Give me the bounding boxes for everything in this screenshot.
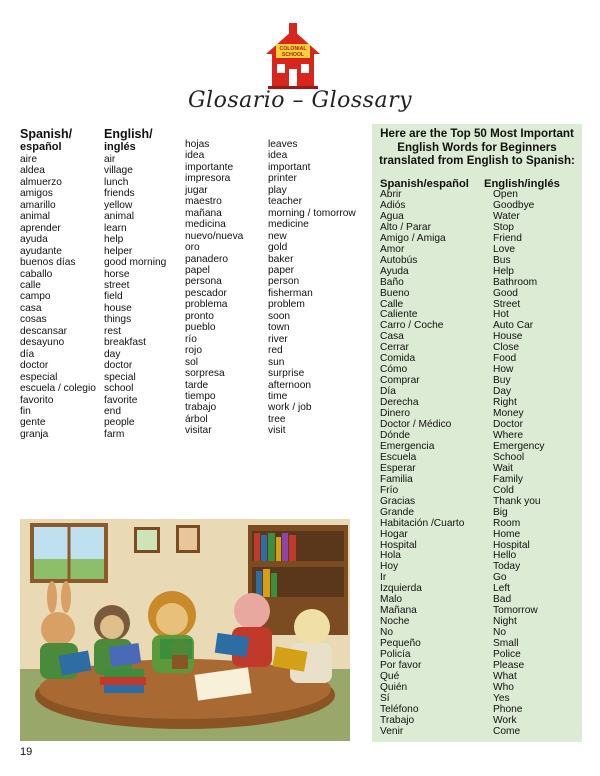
top50-spanish-word: Amigo / Amiga (380, 232, 446, 244)
glossary-spanish-word: descansar (20, 325, 68, 337)
glossary-english-word: medicine (268, 219, 309, 231)
top50-spanish-word: Hoy (380, 561, 399, 573)
glossary-english-word: town (268, 322, 290, 334)
glossary-spanish-word: gente (20, 417, 46, 429)
glossary-english-word: tree (268, 413, 286, 425)
top50-title-line: English Words for Beginners (397, 140, 557, 154)
top50-english-word: Thank you (493, 495, 541, 507)
glossary-english-word: street (104, 279, 130, 291)
top50-english-word: Police (493, 649, 521, 661)
glossary-spanish-word: granja (20, 428, 49, 440)
top50-english-word: How (493, 364, 514, 376)
top50-spanish-word: Cómo (380, 364, 408, 376)
top50-english-word: No (493, 627, 507, 639)
glossary-english-word: time (268, 390, 288, 402)
glossary-english-word: yellow (104, 199, 133, 211)
top50-english-word: Come (493, 725, 521, 737)
page-number: 19 (20, 746, 33, 758)
top50-english-word: Home (493, 528, 521, 540)
glossary-english-word: lunch (104, 176, 129, 188)
english-header-sub: inglés (104, 141, 136, 153)
glossary-english-word: gold (268, 242, 288, 254)
top50-spanish-word: No (380, 627, 394, 639)
glossary-english-word: paper (268, 264, 295, 276)
top50-spanish-word: Bueno (380, 287, 410, 299)
glossary-english-word: breakfast (104, 337, 146, 349)
top50-spanish-header: Spanish/español (380, 178, 469, 190)
glossary-english-word: teacher (268, 196, 302, 208)
top50-english-word: Tomorrow (493, 605, 538, 617)
glossary-english-word: new (268, 230, 287, 242)
top50-spanish-word: Ir (380, 572, 387, 584)
top50-english-word: Auto Car (493, 320, 534, 332)
glossary-english-word: end (104, 405, 121, 417)
glossary-english-word: house (104, 302, 132, 314)
top50-spanish-word: Sí (380, 692, 390, 704)
glossary-english-word: school (104, 383, 134, 395)
glossary-english-word: afternoon (268, 379, 312, 391)
top50-english-word: Work (493, 714, 517, 726)
glossary-spanish-word: cosas (20, 314, 47, 326)
glossary-english-word: people (104, 417, 135, 429)
glossary-english-word: favorite (104, 394, 138, 406)
top50-english-word: Wait (493, 462, 513, 474)
glossary-spanish-word: almuerzo (20, 176, 62, 188)
top50-english-word: Where (493, 429, 524, 441)
top50-english-word: Bathroom (493, 276, 538, 288)
glossary-spanish-word: campo (20, 291, 51, 303)
top50-spanish-word: Día (380, 386, 396, 398)
top50-spanish-word: Escuela (380, 451, 417, 463)
top50-english-word: Hot (493, 309, 509, 321)
top50-spanish-word: Familia (380, 473, 413, 485)
glossary-english-word: sun (268, 356, 285, 368)
top50-english-word: Hospital (493, 539, 530, 551)
top50-english-header: English/inglés (484, 178, 560, 190)
top50-spanish-word: Casa (380, 331, 404, 343)
glossary-spanish-word: tiempo (185, 390, 216, 402)
glossary-spanish-word: sol (185, 356, 199, 368)
top50-spanish-word: Baño (380, 276, 404, 288)
top50-spanish-word: Esperar (380, 462, 416, 474)
top50-spanish-word: Abrir (380, 189, 402, 200)
top50-spanish-word: Caliente (380, 309, 418, 321)
top50-spanish-word: Amor (380, 243, 405, 255)
page-title: Glosario – Glossary (187, 88, 413, 113)
glossary-spanish-word: rojo (185, 345, 202, 357)
glossary-english-word: morning / tomorrow (268, 207, 356, 219)
glossary-spanish-word: importante (185, 161, 234, 173)
glossary-spanish-word: visitar (185, 425, 212, 437)
glossary-spanish-word: amarillo (20, 199, 56, 211)
logo-text-line2: SCHOOL (281, 52, 305, 58)
top50-spanish-word: Qué (380, 670, 400, 682)
glossary-english-word: red (268, 345, 283, 357)
glossary-spanish-word: casa (20, 302, 42, 314)
glossary-spanish-word: animal (20, 211, 51, 223)
spanish-header-sub: español (20, 141, 62, 153)
top50-english-word: Open (493, 189, 518, 200)
glossary-spanish-column-1 (20, 128, 96, 440)
top50-spanish-word: Adiós (380, 199, 406, 211)
top50-spanish-word: Carro / Coche (380, 320, 444, 332)
glossary-spanish-word: panadero (185, 253, 229, 265)
top50-spanish-word: Comida (380, 353, 416, 365)
top50-english-column (493, 190, 545, 738)
glossary-english-word: visit (268, 425, 286, 437)
top50-english-word: Room (493, 517, 521, 529)
glossary-english-word: village (104, 165, 133, 177)
glossary-spanish-word: amigos (20, 188, 53, 200)
glossary-spanish-word: calle (20, 279, 41, 291)
glossary-english-word: farm (104, 428, 125, 440)
top50-english-word: Big (493, 506, 508, 518)
top50-english-word: Bad (493, 594, 512, 606)
top50-spanish-word: Teléfono (380, 703, 419, 715)
top50-english-word: Phone (493, 703, 523, 715)
top50-spanish-word: Autobús (380, 254, 418, 266)
top50-spanish-word: Grande (380, 506, 414, 518)
glossary-spanish-word: río (185, 333, 197, 345)
glossary-spanish-word: caballo (20, 268, 53, 280)
glossary-spanish-word: día (20, 348, 35, 360)
top50-spanish-word: Comprar (380, 375, 420, 387)
top50-english-word: Good (493, 287, 518, 299)
top50-english-word: Who (493, 681, 514, 693)
glossary-english-word: important (268, 161, 311, 173)
top50-english-word: Water (493, 210, 520, 222)
top50-spanish-word: Habitación /Cuarto (380, 517, 465, 529)
schoolhouse-icon (262, 20, 324, 90)
top50-spanish-word: Hospital (380, 539, 417, 551)
top50-english-word: Money (493, 408, 524, 420)
top50-spanish-word: Hola (380, 550, 401, 562)
top50-english-word: Small (493, 638, 519, 650)
glossary-english-word: printer (268, 173, 297, 185)
top50-english-word: Help (493, 265, 514, 277)
glossary-english-word: surprise (268, 368, 305, 380)
top50-english-word: School (493, 451, 525, 463)
top50-english-word: Emergency (493, 440, 545, 452)
top50-title-line: translated from English to Spanish: (379, 154, 575, 168)
top50-english-word: What (493, 670, 517, 682)
top50-spanish-word: Mañana (380, 605, 417, 617)
top50-spanish-word: Cerrar (380, 342, 409, 354)
top50-english-word: Street (493, 298, 521, 310)
top50-spanish-word: Calle (380, 298, 404, 310)
glossary-spanish-word: pescador (185, 287, 227, 299)
top50-title-line: Here are the Top 50 Most Important (380, 127, 574, 140)
top50-english-word: Love (493, 243, 516, 255)
glossary-english-word: special (104, 371, 136, 383)
glossary-spanish-word: papel (185, 264, 210, 276)
glossary-english-word: fisherman (268, 287, 313, 299)
school-logo (262, 20, 324, 90)
glossary-spanish-word: árbol (185, 413, 208, 425)
top50-english-word: Today (493, 561, 521, 573)
glossary-english-word: horse (104, 268, 130, 280)
top50-spanish-word: Por favor (380, 659, 422, 671)
top50-english-word: House (493, 331, 523, 343)
glossary-english-word: things (104, 314, 132, 326)
glossary-english-word: good morning (104, 257, 167, 269)
top50-spanish-word: Noche (380, 616, 410, 628)
top50-spanish-word: Frío (380, 484, 399, 496)
top50-english-word: Buy (493, 375, 511, 387)
top50-spanish-word: Hogar (380, 528, 408, 540)
top50-english-word: Left (493, 583, 510, 595)
glossary-english-word: doctor (104, 360, 133, 372)
glossary-spanish-word: oro (185, 242, 200, 254)
top50-spanish-word: Malo (380, 594, 403, 606)
english-header: English/ (104, 127, 153, 141)
glossary-spanish-word: pronto (185, 310, 214, 322)
top50-english-word: Yes (493, 692, 510, 704)
top50-spanish-word: Agua (380, 210, 404, 222)
glossary-spanish-word: doctor (20, 360, 49, 372)
glossary-spanish-word: pueblo (185, 322, 216, 334)
top50-spanish-word: Alto / Parar (380, 221, 431, 233)
glossary-english-word: play (268, 184, 287, 196)
top50-spanish-word: Emergencia (380, 440, 435, 452)
glossary-english-word: help (104, 234, 124, 246)
glossary-spanish-word: desayuno (20, 337, 65, 349)
glossary-english-word: animal (104, 211, 135, 223)
top50-english-word: Food (493, 353, 517, 365)
top50-english-word: Go (493, 572, 507, 584)
glossary-spanish-word: impresora (185, 173, 231, 185)
glossary-english-word: learn (104, 222, 127, 234)
glossary-spanish-word: maestro (185, 196, 222, 208)
glossary-spanish-word: nuevo/nueva (185, 230, 244, 242)
top50-english-word: Cold (493, 484, 514, 496)
glossary-english-word: baker (268, 253, 294, 265)
top50-spanish-word: Dónde (380, 429, 411, 441)
glossary-spanish-word: problema (185, 299, 228, 311)
top50-spanish-word: Policía (380, 649, 411, 661)
top50-spanish-word: Gracias (380, 495, 416, 507)
logo-text-line1: COLONIAL (279, 46, 307, 52)
glossary-spanish-word: favorito (20, 394, 54, 406)
top50-english-word: Bus (493, 254, 511, 266)
glossary-spanish-word: aire (20, 154, 37, 165)
glossary-spanish-word: idea (185, 150, 205, 162)
glossary-spanish-word: hojas (185, 139, 210, 150)
glossary-spanish-word: medicina (185, 219, 226, 231)
glossary-english-column-2 (268, 139, 356, 437)
glossary-spanish-word: sorpresa (185, 368, 225, 380)
glossary-english-word: day (104, 348, 121, 360)
glossary-english-word: friends (104, 188, 135, 200)
top50-title (372, 127, 582, 168)
glossary-spanish-word: fin (20, 405, 31, 417)
top50-english-word: Hello (493, 550, 517, 562)
top50-english-word: Right (493, 397, 517, 409)
top50-spanish-word: Doctor / Médico (380, 419, 452, 431)
glossary-english-word: leaves (268, 139, 298, 150)
top50-spanish-word: Izquierda (380, 583, 422, 595)
top50-spanish-column (380, 190, 464, 738)
glossary-english-word: work / job (268, 402, 312, 414)
reading-animals-illustration (20, 519, 350, 741)
top50-english-word: Goodbye (493, 199, 535, 211)
glossary-english-word: idea (268, 150, 288, 162)
glossary-english-word: problem (268, 299, 305, 311)
glossary-spanish-column-2 (185, 139, 243, 437)
glossary-spanish-word: jugar (185, 184, 208, 196)
glossary-english-column-1 (104, 128, 166, 440)
glossary-spanish-word: aprender (20, 222, 61, 234)
glossary-spanish-word: especial (20, 371, 58, 383)
glossary-spanish-word: buenos días (20, 257, 76, 269)
top50-english-word: Stop (493, 221, 514, 233)
top50-spanish-word: Quién (380, 681, 408, 693)
glossary-spanish-word: ayudante (20, 245, 62, 257)
glossary-spanish-word: escuela / colegio (20, 383, 96, 395)
glossary-english-word: soon (268, 310, 291, 322)
top50-english-word: Day (493, 386, 512, 398)
top50-english-word: Please (493, 659, 525, 671)
top50-english-word: Close (493, 342, 520, 354)
glossary-spanish-word: tarde (185, 379, 209, 391)
glossary-spanish-word: ayuda (20, 234, 48, 246)
top50-panel (372, 124, 582, 742)
glossary-spanish-word: aldea (20, 165, 45, 177)
top50-english-word: Family (493, 473, 523, 485)
spanish-header: Spanish/ (20, 127, 73, 141)
glossary-spanish-word: persona (185, 276, 222, 288)
glossary-english-word: field (104, 291, 123, 303)
top50-spanish-word: Ayuda (380, 265, 409, 277)
glossary-english-word: river (268, 333, 288, 345)
glossary-english-word: rest (104, 325, 121, 337)
top50-english-word: Night (493, 616, 517, 628)
top50-spanish-word: Derecha (380, 397, 419, 409)
top50-english-word: Friend (493, 232, 522, 244)
glossary-spanish-word: trabajo (185, 402, 217, 414)
glossary-english-word: air (104, 154, 116, 165)
top50-spanish-word: Dinero (380, 408, 411, 420)
top50-english-word: Doctor (493, 419, 524, 431)
top50-spanish-word: Trabajo (380, 714, 415, 726)
glossary-spanish-word: mañana (185, 207, 222, 219)
top50-spanish-word: Pequeño (380, 638, 421, 650)
glossary-english-word: person (268, 276, 300, 288)
glossary-english-word: helper (104, 245, 133, 257)
top50-spanish-word: Venir (380, 725, 404, 737)
